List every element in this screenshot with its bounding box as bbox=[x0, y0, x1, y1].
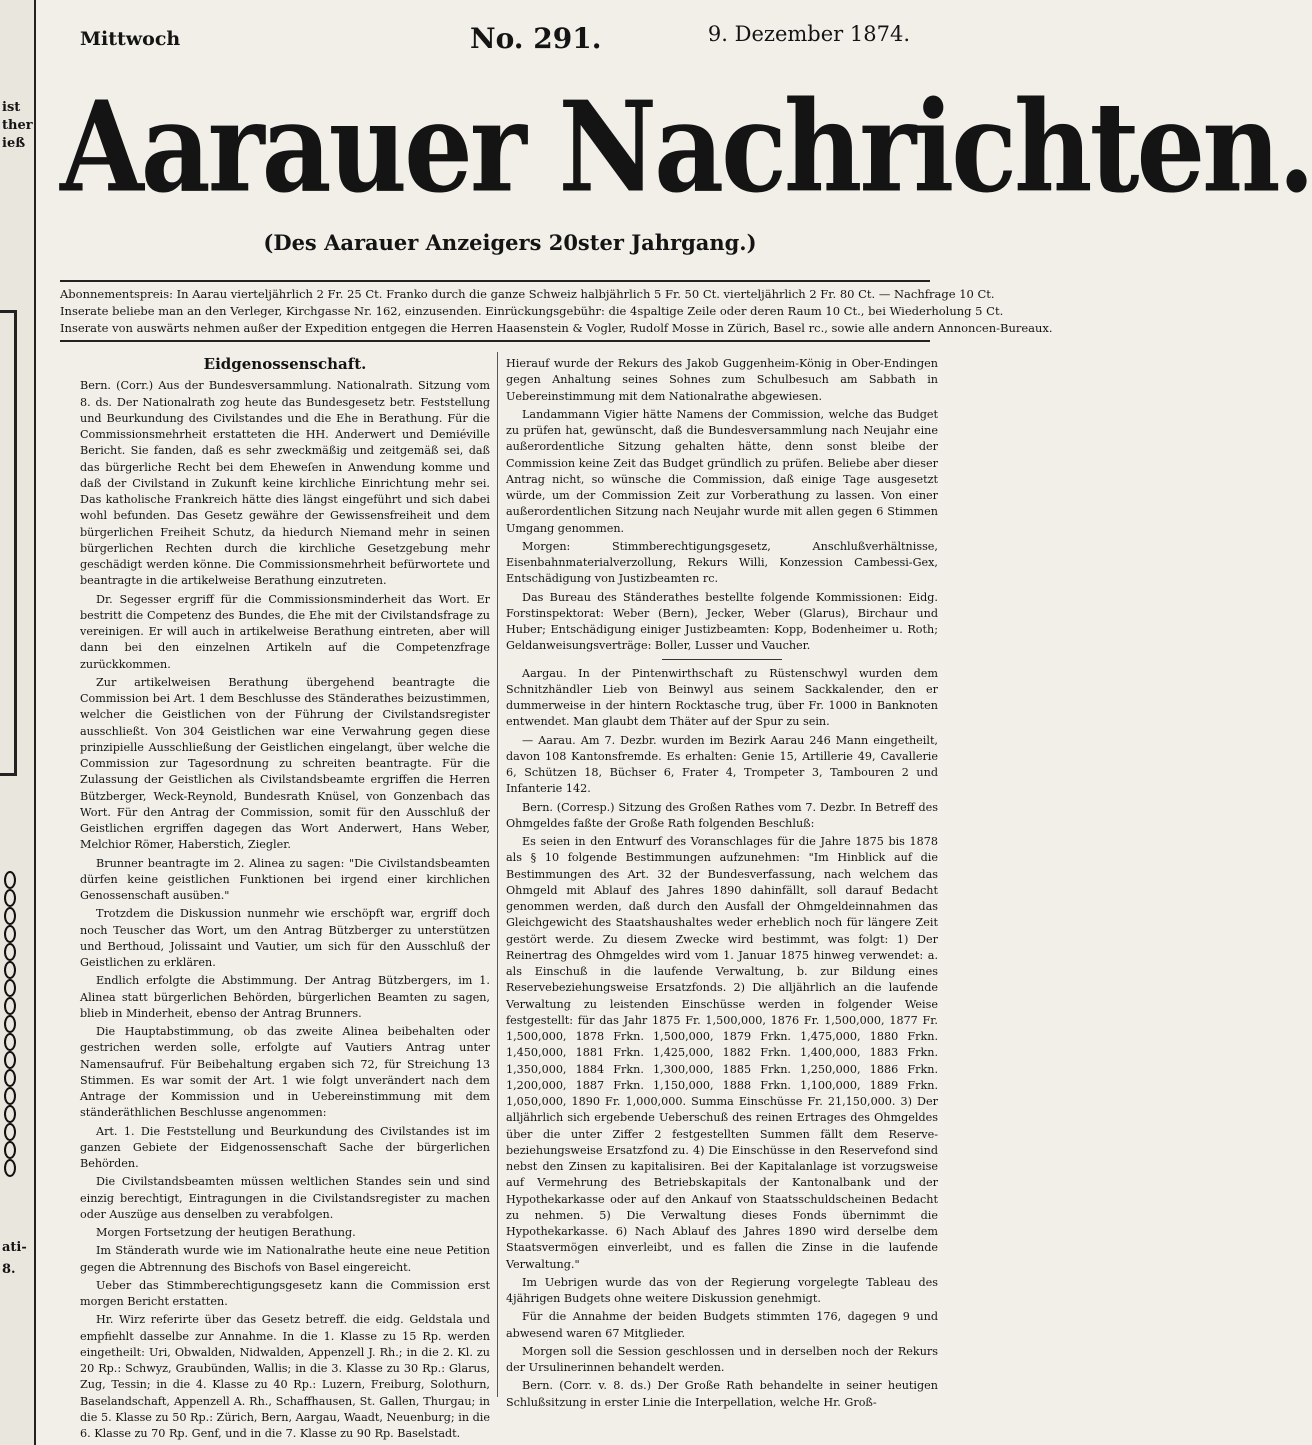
article-paragraph: Trotzdem die Diskussion nunmehr wie erschöpft war, ergriff doch noch Teuscher das Wort, um den Antrag Bützberger zu unterstützen und Berthoud, Jolissaint und Vautier, um sich für den Ausschluß der Geistlichen zu erklären. bbox=[80, 907, 490, 969]
article-paragraph: Hierauf wurde der Rekurs des Jakob Guggenheim-König in Ober-Endingen gegen Anhaltung seines Sohnes zum Schulbesuch am Sabbath in Uebereinstimmung mit dem Nationalrathe abgewiesen. bbox=[506, 357, 938, 403]
article-paragraph: Brunner beantragte im 2. Alinea zu sagen: "Die Civilstandsbeamten dürfen keine geistlichen Funktionen bei irgend einer kirchlichen Genossenschaft ausüben." bbox=[80, 856, 490, 902]
article-paragraph: Für die Annahme der beiden Budgets stimmten 176, dagegen 9 und abwesend waren 67 Mitglieder. bbox=[506, 1310, 938, 1340]
article-paragraph: — Aarau. Am 7. Dezbr. wurden im Bezirk Aarau 246 Mann eingetheilt, davon 108 Kantonsfremde. Es erhalten: Genie 15, Artillerie 49, Cavallerie 6, Schützen 18, Büchser 6, Frater 4, Trompeter 3, Tambouren 2 und Infanterie 142. bbox=[506, 733, 938, 796]
subscription-notices bbox=[60, 286, 1053, 337]
margin-fragment: ther bbox=[2, 118, 33, 133]
margin-fragment: ieß bbox=[2, 136, 26, 151]
article-paragraph: Bern. (Corr. v. 8. ds.) Der Große Rath behandelte in seiner heutigen Schlußsitzung in erster Linie die Interpellation, welche Hr. Groß- bbox=[506, 1379, 938, 1409]
notices-rule bbox=[60, 340, 930, 342]
adjacent-page-edge bbox=[0, 0, 36, 1445]
decorative-chain-border bbox=[2, 870, 18, 1180]
left-column bbox=[80, 356, 490, 1444]
article-paragraph: Morgen: Stimmberechtigungsgesetz, Anschlußverhältnisse, Eisenbahnmaterialverzollung, Rekurs Willi, Konzession Cambessi-Gex, Entschädigung von Justizbeamten rc. bbox=[506, 539, 938, 586]
article-paragraph: Art. 1. Die Feststellung und Beurkundung des Civilstandes ist im ganzen Gebiete der Eidgenossenschaft Sache der bürgerlichen Behörden. bbox=[80, 1124, 490, 1170]
article-paragraph: Im Ständerath wurde wie im Nationalrathe heute eine neue Petition gegen die Abtrennung des Bischofs von Basel eingereicht. bbox=[80, 1244, 490, 1274]
notice-line: Inserate von auswärts nehmen außer der Expedition entgegen die Herren Haasenstein & Vogler, Rudolf Mosse in Zürich, Basel rc., sowie alle andern Annoncen-Bureaux. bbox=[60, 321, 1053, 335]
article-paragraph: Das Bureau des Ständerathes bestellte folgende Kommissionen: Eidg. Forstinspektorat: Weber (Bern), Jecker, Weber (Glarus), Birchaur und Huber; Entschädigung einiger Justizbeamten: Kopp, Bodenheimer u. Roth; Geldanweisungsverträge: Boller, Lusser und Vaucher. bbox=[506, 590, 938, 653]
article-paragraph: Hr. Wirz referirte über das Gesetz betreff. die eidg. Geldstala und empfiehlt dasselbe zur Annahme. In die 1. Klasse zu 15 Rp. werden eingetheilt: Uri, Obwalden, Nidwalden, Appenzell J. Rh.; in die 2. Kl. zu 20 Rp.: Schwyz, Graubünden, Wallis; in die 3. Klasse zu 30 Rp.: Glarus, Zug, Tessin; in die 4. Klasse zu 40 Rp.: Luzern, Freiburg, Solothurn, Baselandschaft, Appenzell A. Rh., Schaffhausen, St. Gallen, Thurgau; in die 5. Klasse zu 50 Rp.: Zürich, Bern, Aargau, Waadt, Neuenburg; in die 6. Klasse zu 70 Rp. Genf, und in die 7. Klasse zu 90 Rp. Baselstadt. bbox=[80, 1313, 490, 1440]
article-paragraph: Aargau. In der Pintenwirthschaft zu Rüstenschwyl wurden dem Schnitzhändler Lieb von Beinwyl aus seinem Sackkalender, den er dummerweise in der hintern Rocktasche trug, über Fr. 1000 in Banknoten entwendet. Man glaubt dem Thäter auf der Spur zu sein. bbox=[506, 666, 938, 729]
masthead-subtitle: (Des Aarauer Anzeigers 20ster Jahrgang.) bbox=[263, 230, 757, 255]
margin-fragment: ati- bbox=[2, 1240, 27, 1255]
article-paragraph: Im Uebrigen wurde das von der Regierung vorgelegte Tableau des 4jährigen Budgets ohne weitere Diskussion genehmigt. bbox=[506, 1275, 938, 1305]
article-paragraph: Bern. (Corr.) Aus der Bundesversammlung. Nationalrath. Sitzung vom 8. ds. Der Nationalrath zog heute das Bundesgesetz betr. Feststellung und Beurkundung des Civilstandes und die Ehe in Berathung. Für die Commissionsmehrheit erstatteten die HH. Anderwert und Demiéville Bericht. Sie fanden, daß es sehr zweckmäßig und zeitgemäß sei, daß das bürgerliche Recht bei dem Eheweſen in Anwendung komme und daß der Civilstand in Zukunft keine kirchliche Einrichtung mehr sei. Das katholische Frankreich hätte dies längst eingeführt und sich dabei wohl befunden. Das Gesetz gewähre der Gewissensfreiheit und dem bürgerlichen Freiheit Schutz, da hiedurch Niemand mehr in seinen bürgerlichen Rechten durch die kirchliche Gesetzgebung mehr geschädigt werden könne. Die Commissionsmehrheit befürwortete und beantragte in die artikelweise Berathung einzutreten. bbox=[80, 379, 490, 588]
margin-frame bbox=[0, 310, 17, 776]
article-paragraph: Die Civilstandsbeamten müssen weltlichen Standes sein und sind einzig berechtigt, Eintragungen in die Civilstandsregister zu machen oder Auszüge aus denselben zu verabfolgen. bbox=[80, 1175, 490, 1221]
right-column bbox=[506, 356, 938, 1413]
issue-date: 9. Dezember 1874. bbox=[707, 22, 910, 46]
column-divider bbox=[497, 352, 498, 1397]
article-paragraph: Morgen soll die Session geschlossen und in derselben noch der Rekurs der Ursulinerinnen behandelt werden. bbox=[506, 1344, 938, 1374]
article-paragraph: Dr. Segesser ergriff für die Commissionsminderheit das Wort. Er bestritt die Competenz des Bundes, die Ehe mit der Civilstandsfrage zu vereinigen. Er will auch in artikelweise Berathung eintreten, aber will dann bei den einzelnen Artikeln auf die Competenzfrage zurückkommen. bbox=[80, 592, 490, 671]
issue-number: No. 291. bbox=[470, 22, 602, 55]
notice-line: Abonnementspreis: In Aarau vierteljährlich 2 Fr. 25 Ct. Franko durch die ganze Schweiz halbjährlich 5 Fr. 50 Ct. vierteljährlich 2 Fr. 80 Ct. — Nachfrage 10 Ct. bbox=[60, 287, 995, 301]
article-paragraph: Landammann Vigier hätte Namens der Commission, welche das Budget zu prüfen hat, gewünscht, daß die Bundesversammlung nach Neujahr eine außerordentliche Sitzung gehalten hätte, denn sonst bleibe der Commission keine Zeit das Budget gründlich zu prüfen. Beliebe aber dieser Antrag nicht, so wünsche die Commission, daß einige Tage ausgesetzt würde, um der Commission Zeit zur Vorberathung zu lassen. Von einer außerordentlichen Sitzung nach Neujahr wurde mit allen gegen 6 Stimmen Umgang genommen. bbox=[506, 407, 938, 535]
margin-fragment: 8. bbox=[2, 1262, 16, 1277]
margin-fragment: ist bbox=[2, 100, 21, 115]
section-title: Eidgenossenschaft. bbox=[203, 355, 367, 373]
dateline bbox=[80, 22, 910, 55]
article-separator bbox=[662, 659, 782, 660]
article-paragraph: Es seien in den Entwurf des Voranschlages für die Jahre 1875 bis 1878 als § 10 folgende Bestimmungen aufzunehmen: "Im Hinblick auf die Bestimmungen des Art. 32 der Bundesverfassung, nach welchem das Ohmgeld mit Ablauf des Jahres 1890 dahinfällt, soll darauf Bedacht genommen werden, daß durch den Ausfall der Ohmgeldeinnahmen das Gleichgewicht des Staatshaushaltes weder erheblich noch für längere Zeit gestört werde. Zu diesem Zwecke wird bestimmt, was folgt: 1) Der Reinertrag des Ohmgeldes wird vom 1. Januar 1875 hinweg verwendet: a. als Einschuß in die laufende Verwaltung, b. zur Bildung eines Reservebeziehungsweise Ersatzfonds. 2) Die alljährlich an die laufende Verwaltung zu leistenden Einschüsse werden in folgender Weise festgestellt: für das Jahr 1875 Fr. 1,500,000, 1876 Fr. 1,500,000, 1877 Fr. 1,500,000, 1878 Frkn. 1,500,000, 1879 Frkn. 1,475,000, 1880 Frkn. 1,450,000, 1881 Frkn. 1,425,000, 1882 Frkn. 1,400,000, 1883 Frkn. 1,350,000, 1884 Frkn. 1,300,000, 1885 Frkn. 1,250,000, 1886 Frkn. 1,200,000, 1887 Frkn. 1,150,000, 1888 Frkn. 1,100,000, 1889 Frkn. 1,050,000, 1890 Fr. 1,000,000. Summa Einschüsse Fr. 21,150,000. 3) Der alljährlich sich ergebende Ueberschuß des reinen Ertrages des Ohmgeldes über die unter Ziffer 2 festgestellten Summen fällt dem Reserve- beziehungsweise Ersatzfond zu. 4) Die Einschüsse in den Reservefond sind nebst den Zinsen zu kapitalisiren. Bei der Kapitalanlage ist vorzugsweise auf Vermehrung des Betriebskapitals der Kantonalbank und der Hypothekarkasse oder auf den Ankauf von Staatsschuldscheinen Bedacht zu nehmen. 5) Die Verwaltung dieses Fonds übernimmt die Hypothekarkasse. 6) Nach Ablauf des Jahres 1890 wird derselbe dem Staatsvermögen einverleibt, und es fallen die Zinse in die laufende Verwaltung." bbox=[506, 835, 938, 1271]
masthead-title: Aarauer Nachrichten. bbox=[60, 75, 1312, 221]
article-paragraph: Zur artikelweisen Berathung übergehend beantragte die Commission bei Art. 1 dem Beschlusse des Ständerathes beizustimmen, welcher die Geistlichen von der Führung der Civilstandsregister ausschließt. Von 304 Geistlichen war eine Verwahrung gegen diese prinzipielle Ausschließung der Geistlichen eingelangt, über welche die Commission zur Tagesordnung zu schreiten beantragte. Für die Zulassung der Geistlichen als Civilstandsbeamte ergriffen die Herren Bützberger, Weck-Reynold, Bundesrath Knüsel, von Gonzenbach das Wort. Für den Antrag der Commission, somit für den Ausschluß der Geistlichen ergriffen dagegen das Wort Anderwert, Hans Weber, Melchior Römer, Haberstich, Ziegler. bbox=[80, 675, 490, 852]
article-paragraph: Die Hauptabstimmung, ob das zweite Alinea beibehalten oder gestrichen werden solle, erfolgte auf Vautiers Antrag unter Namensaufruf. Für Beibehaltung ergaben sich 72, für Streichung 13 Stimmen. Es war somit der Art. 1 wie folgt unverändert nach dem Antrage der Kommission und in Uebereinstimmung mit dem ständeräthlichen Beschlusse angenommen: bbox=[80, 1025, 490, 1120]
header-rule bbox=[60, 280, 930, 282]
notice-line: Inserate beliebe man an den Verleger, Kirchgasse Nr. 162, einzusenden. Einrückungsgebühr: die 4spaltige Zeile oder deren Raum 10 Ct., bei Wiederholung 5 Ct. bbox=[60, 304, 1004, 318]
article-paragraph: Bern. (Corresp.) Sitzung des Großen Rathes vom 7. Dezbr. In Betreff des Ohmgeldes faßte der Große Rath folgenden Beschluß: bbox=[506, 800, 938, 830]
article-paragraph: Morgen Fortsetzung der heutigen Berathung. bbox=[96, 1226, 356, 1239]
article-paragraph: Ueber das Stimmberechtigungsgesetz kann die Commission erst morgen Bericht erstatten. bbox=[80, 1278, 490, 1308]
weekday: Mittwoch bbox=[80, 28, 181, 50]
article-paragraph: Endlich erfolgte die Abstimmung. Der Antrag Bützbergers, im 1. Alinea statt bürgerlichen Behörden, bürgerlichen Beamten zu sagen, blieb in Minderheit, ebenso der Antrag Brunners. bbox=[80, 974, 490, 1020]
